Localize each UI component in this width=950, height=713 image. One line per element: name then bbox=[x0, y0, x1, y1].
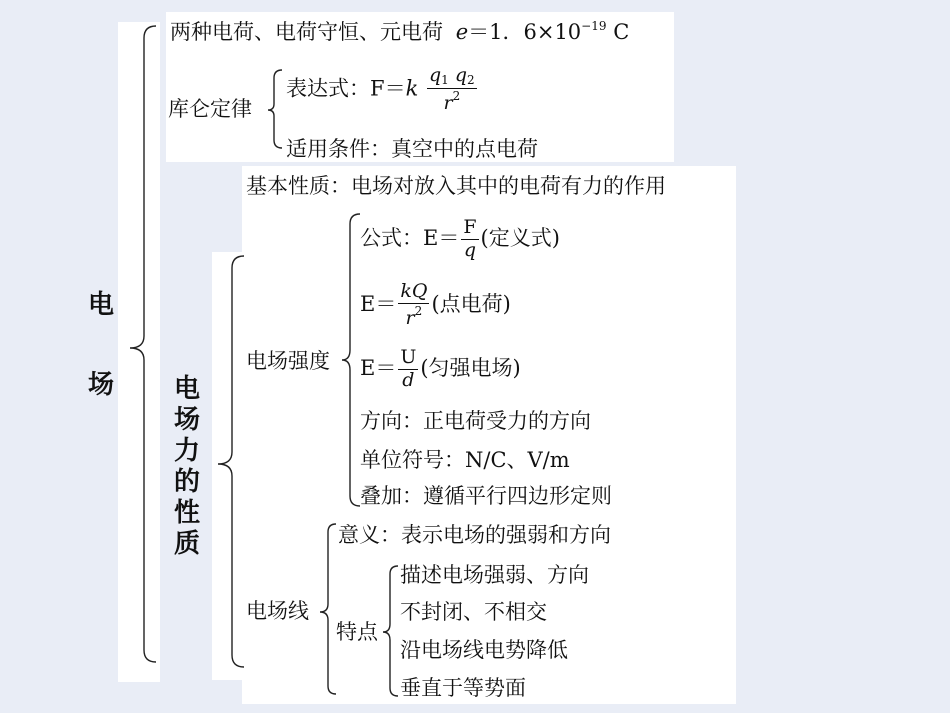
feature-3: 沿电场线电势降低 bbox=[400, 638, 568, 662]
f1-num: F bbox=[463, 216, 477, 238]
expr-label: 表达式：F＝ bbox=[286, 76, 406, 101]
f1-note: (定义式) bbox=[480, 225, 560, 250]
strength-label: 电场强度 bbox=[246, 349, 330, 373]
coulomb-brace bbox=[268, 70, 282, 148]
f1-den: q bbox=[463, 238, 477, 261]
lines-brace bbox=[320, 524, 336, 694]
vt-char-2: 场 bbox=[173, 405, 200, 435]
root-title-2: 场 bbox=[88, 370, 115, 400]
charges-text: 两种电荷、电荷守恒、元电荷 bbox=[170, 20, 443, 44]
direction-line: 方向：正电荷受力的方向 bbox=[360, 409, 591, 433]
scope-line: 适用条件：真空中的点电荷 bbox=[286, 137, 538, 161]
coulomb-fraction bbox=[427, 66, 477, 114]
f1-prefix: 公式：E＝ bbox=[360, 225, 460, 250]
formula-point-charge bbox=[360, 282, 511, 329]
q1-sub: 1 bbox=[441, 73, 449, 87]
e-unit: C bbox=[613, 20, 630, 44]
f3-prefix: E＝ bbox=[360, 355, 397, 380]
f2-den-sup: 2 bbox=[414, 303, 423, 318]
vt-char-4: 的 bbox=[173, 467, 200, 497]
vt-char-5: 性 bbox=[173, 498, 200, 528]
superposition-line: 叠加：遵循平行四边形定则 bbox=[360, 484, 612, 508]
e-symbol: e bbox=[455, 20, 469, 44]
coulomb-expression bbox=[286, 66, 479, 114]
r-symbol: r bbox=[443, 91, 453, 114]
field-lines-label: 电场线 bbox=[246, 599, 309, 623]
r-sup: 2 bbox=[452, 88, 461, 103]
f3-den: d bbox=[402, 368, 415, 391]
root-title-1: 电 bbox=[88, 290, 115, 320]
force-vertical-title bbox=[172, 374, 202, 560]
f3-num: U bbox=[400, 346, 417, 368]
f2-note: (点电荷) bbox=[431, 291, 511, 316]
meaning-line: 意义：表示电场的强弱和方向 bbox=[338, 523, 611, 547]
q2: q bbox=[454, 64, 468, 86]
f2-fraction bbox=[398, 282, 429, 329]
k-symbol: k bbox=[405, 76, 419, 101]
e-value: ＝1．6×10 bbox=[468, 20, 582, 44]
feature-1: 描述电场强弱、方向 bbox=[400, 563, 589, 587]
features-brace bbox=[383, 566, 398, 696]
q2-sub: 2 bbox=[467, 73, 475, 87]
f3-fraction bbox=[398, 348, 418, 391]
vt-char-6: 质 bbox=[173, 529, 200, 559]
charges-line bbox=[170, 20, 629, 43]
features-label: 特点 bbox=[336, 620, 378, 644]
force-brace bbox=[218, 256, 244, 667]
e-exponent: −19 bbox=[581, 19, 607, 33]
vt-char-3: 力 bbox=[173, 436, 200, 466]
vt-char-1: 电 bbox=[173, 374, 200, 404]
formula-uniform bbox=[360, 348, 521, 391]
feature-4: 垂直于等势面 bbox=[400, 676, 526, 700]
strength-brace bbox=[342, 214, 360, 506]
f2-num-q: Q bbox=[411, 280, 428, 302]
coulomb-label: 库仑定律 bbox=[168, 97, 252, 121]
f1-fraction bbox=[461, 218, 478, 261]
basic-property: 基本性质：电场对放入其中的电荷有力的作用 bbox=[246, 174, 666, 198]
f2-den: r bbox=[405, 306, 415, 329]
unit-line: 单位符号：N/C、V/m bbox=[360, 448, 570, 472]
q1: q bbox=[429, 64, 442, 86]
root-brace bbox=[130, 26, 156, 662]
f2-prefix: E＝ bbox=[360, 291, 397, 316]
f2-num-k: k bbox=[400, 280, 412, 302]
feature-2: 不封闭、不相交 bbox=[400, 600, 547, 624]
formula-definition bbox=[360, 218, 560, 261]
f3-note: (匀强电场) bbox=[420, 355, 521, 380]
